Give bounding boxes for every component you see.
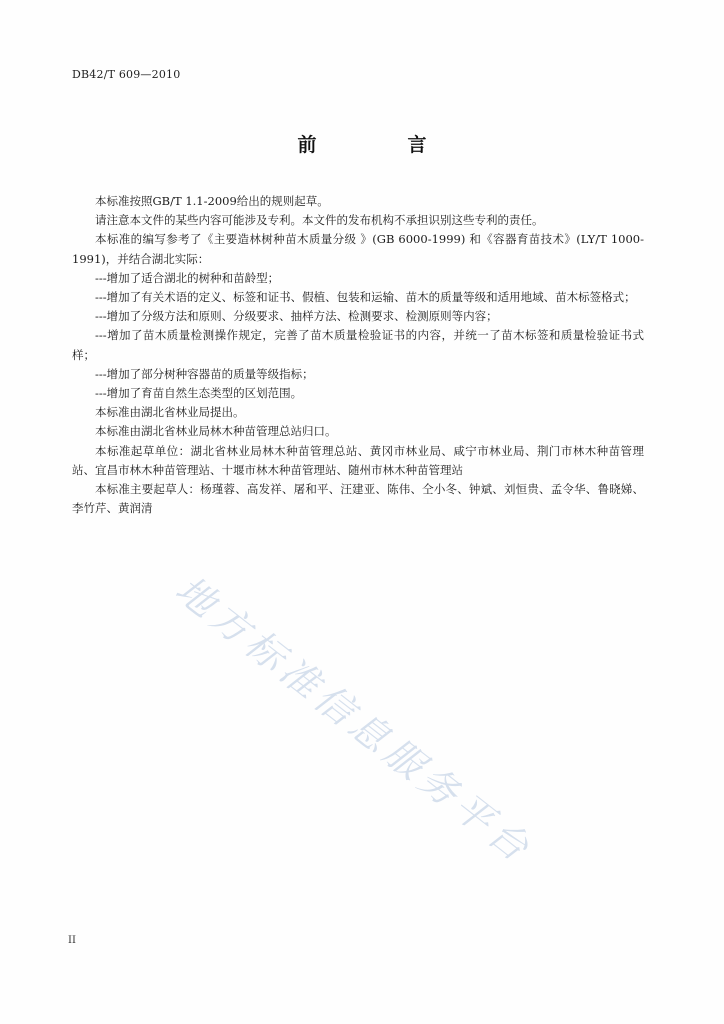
standard-code: DB42/T 609—2010 — [72, 68, 181, 81]
list-item: ---增加了育苗自然生态类型的区划范围。 — [95, 386, 303, 401]
paragraph: 本标准的编写参考了《主要造林树种苗木质量分级 》(GB 6000-1999) 和《容器育苗技术》(LY/T 1000-1991)，并结合湖北实际： — [72, 232, 644, 266]
paragraph: 本标准由湖北省林业局提出。 — [95, 405, 245, 420]
paragraph: 请注意本文件的某些内容可能涉及专利。本文件的发布机构不承担识别这些专利的责任。 — [95, 213, 544, 228]
page-number: II — [68, 935, 76, 946]
watermark: 地方标准信息服务平台 — [167, 567, 542, 873]
paragraph: 本标准由湖北省林业局林木种苗管理总站归口。 — [95, 424, 337, 439]
foreword-body — [72, 192, 644, 518]
list-item: ---增加了分级方法和原则、分级要求、抽样方法、检测要求、检测原则等内容； — [95, 309, 498, 324]
paragraph: 本标准按照GB/T 1.1-2009给出的规则起草。 — [95, 194, 329, 208]
paragraph: 本标准主要起草人：杨瑾蓉、高发祥、屠和平、汪建亚、陈伟、仝小冬、钟斌、刘恒贵、孟令华、鲁晓娣、李竹芹、黄润清 — [72, 482, 644, 516]
list-item: ---增加了有关术语的定义、标签和证书、假植、包装和运输、苗木的质量等级和适用地域、苗木标签格式； — [95, 290, 636, 305]
page-title: 前 言 — [297, 134, 463, 156]
list-item: ---增加了苗木质量检测操作规定，完善了苗木质量检验证书的内容，并统一了苗木标签和质量检验证书式样； — [72, 328, 644, 362]
paragraph: 本标准起草单位：湖北省林业局林木种苗管理总站、黄冈市林业局、咸宁市林业局、荆门市林木种苗管理站、宜昌市林木种苗管理站、十堰市林木种苗管理站、随州市林木种苗管理站 — [72, 443, 644, 477]
list-item: ---增加了适合湖北的树种和苗龄型； — [95, 270, 280, 285]
list-item: ---增加了部分树种容器苗的质量等级指标； — [95, 366, 314, 381]
